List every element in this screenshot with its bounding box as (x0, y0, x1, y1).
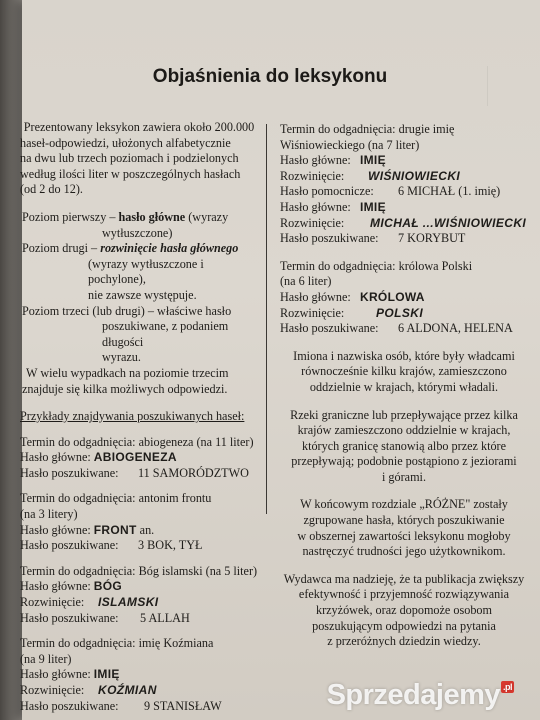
left-column (20, 120, 258, 714)
example-term: Termin do odgadnięcia: imię Koźmiana (20, 636, 214, 651)
level-3: Poziom trzeci (lub drugi) – właściwe hasło (22, 303, 232, 318)
example-row: Hasło poszukiwane: 7 KORYBUT (280, 231, 466, 246)
example-sought-row: Hasło poszukiwane: 5 ALLAH (20, 610, 190, 625)
intro-paragraph (20, 120, 258, 198)
example-row: Hasło główne: IMIĘ (280, 199, 386, 214)
sub-entry: ISLAMSKI (98, 595, 159, 610)
example-sub-row: Rozwinięcie: KOŹMIAN (20, 683, 157, 697)
level-2: Poziom drugi – rozwinięcie hasła głównego (22, 241, 239, 256)
right-column (280, 122, 528, 650)
paragraph-publisher: Wydawca ma nadzieję, że ta publikacja zwiększy efektywność i przyjemność rozwiązywania krzyżówek, oraz dopomoże osobom poszukującym odpowiedzi na pytania z przeróżnych dziedzin wiedzy. (283, 571, 525, 649)
levels-list (20, 210, 258, 397)
example-abiogeneza (20, 435, 258, 482)
intro-line: (od 2 do 12). (20, 182, 83, 197)
sprzedajemy-watermark: Sprzedajemy .pl (326, 679, 512, 711)
paragraph-rulers: Imiona i nazwiska osób, które były władcami równocześnie kilku krajów, zamieszczono oddzielnie w krajach, którymi władali. (293, 348, 515, 394)
example-term: Termin do odgadnięcia: królowa Polski (280, 258, 473, 273)
example-sought-row: Hasło poszukiwane: 11 SAMORÓDZTWO (20, 465, 249, 480)
level-3-cont: poszukiwane, z podaniem długości (102, 319, 229, 349)
watermark-badge: .pl (503, 682, 512, 692)
level-1: Poziom pierwszy – hasło główne (wyrazy (22, 209, 229, 224)
intro-line: na dwu lub trzech poziomach i podzielonych (20, 151, 239, 166)
sought-entry: 5 ALLAH (140, 610, 190, 625)
example-bog (20, 564, 258, 626)
example-antonim (20, 491, 258, 553)
level-1-cont: wytłuszczone) (102, 225, 173, 240)
example-term: Termin do odgadnięcia: drugie imię (280, 122, 455, 136)
example-kozmian (20, 636, 258, 714)
level-1-key: hasło główne (118, 209, 186, 224)
sought-entry: 3 BOK, TYŁ (138, 538, 203, 553)
example-row: Rozwinięcie: WIŚNIOWIECKI (280, 168, 461, 183)
level-3-cont: wyrazu. (102, 350, 141, 365)
level-2-key: rozwinięcie hasła głównego (100, 241, 239, 256)
example-term: (na 3 litery) (20, 507, 78, 522)
sub-entry: KOŹMIAN (98, 683, 157, 697)
level-2-cont: nie zawsze występuje. (88, 287, 197, 302)
example-sub-row: Rozwinięcie: ISLAMSKI (20, 595, 159, 610)
example-main-row: Hasło główne: FRONT an. (20, 522, 155, 537)
paragraph-rivers: Rzeki graniczne lub przepływające przez kilka krajów zamieszczono oddzielnie w krajach, których granicę stanowią albo przez które przepływają; podobnie postąpiono z jeziorami i górami. (290, 407, 518, 484)
sought-entry: 9 STANISŁAW (144, 698, 222, 713)
sought-entry: 11 SAMORÓDZTWO (138, 465, 249, 480)
example-row: Hasło główne: IMIĘ (280, 153, 386, 168)
example-main-row: Hasło główne: BÓG (20, 579, 123, 594)
main-entry: BÓG (93, 579, 123, 594)
example-sought-row: Hasło poszukiwane: 9 STANISŁAW (20, 698, 222, 713)
multi-line: W wielu wypadkach na poziomie trzecim (26, 365, 229, 380)
example-main-row: Hasło główne: IMIĘ (20, 667, 120, 682)
intro-line: według ilości liter w poszczególnych hasłach (20, 166, 241, 181)
example-term: (na 9 liter) (20, 651, 72, 666)
main-entry: ABIOGENEZA (93, 450, 177, 465)
example-row: Hasło poszukiwane: 6 ALDONA, HELENA (280, 321, 513, 336)
example-term: Termin do odgadnięcia: Bóg islamski (na 5 liter) (20, 563, 258, 578)
example-row: Hasło pomocnicze: 6 MICHAŁ (1. imię) (280, 184, 501, 199)
example-row: Rozwinięcie: MICHAŁ ...WIŚNIOWIECKI (280, 215, 527, 230)
example-term: (na 6 liter) (280, 274, 332, 289)
multi-line: znajduje się kilka możliwych odpowiedzi. (22, 381, 228, 396)
example-row: Rozwinięcie: POLSKI (280, 305, 424, 320)
page-title: Objaśnienia do leksykonu (152, 66, 388, 87)
example-term: Termin do odgadnięcia: abiogeneza (na 11 liter) (20, 434, 254, 449)
intro-line: haseł-odpowiedzi, ułożonych alfabetycznie (20, 135, 231, 150)
example-row: Hasło główne: KRÓLOWA (280, 289, 425, 304)
example-sought-row: Hasło poszukiwane: 3 BOK, TYŁ (20, 538, 203, 553)
examples-heading: Przykłady znajdywania poszukiwanych haseł: (20, 409, 245, 424)
main-entry: IMIĘ (93, 667, 120, 682)
column-divider (266, 124, 267, 514)
example-term: Termin do odgadnięcia: antonim frontu (20, 491, 212, 506)
example-term: Wiśniowieckiego (na 7 liter) (280, 137, 420, 152)
example-main-row: Hasło główne: ABIOGENEZA (20, 450, 177, 465)
example-wisniowiecki (280, 122, 528, 247)
intro-line: Prezentowany leksykon zawiera około 200.000 (23, 120, 255, 134)
level-2-cont: (wyrazy wytłuszczone i pochylone), (88, 256, 204, 287)
example-krolowa (280, 259, 528, 337)
main-entry: FRONT (93, 522, 137, 537)
paragraph-rozne: W końcowym rozdziale „RÓŻNE" zostały zgrupowane hasła, których poszukiwanie w obszernej zawartości leksykonu mogłoby nastręczyć trudności jego użytkownikom. (297, 497, 511, 559)
